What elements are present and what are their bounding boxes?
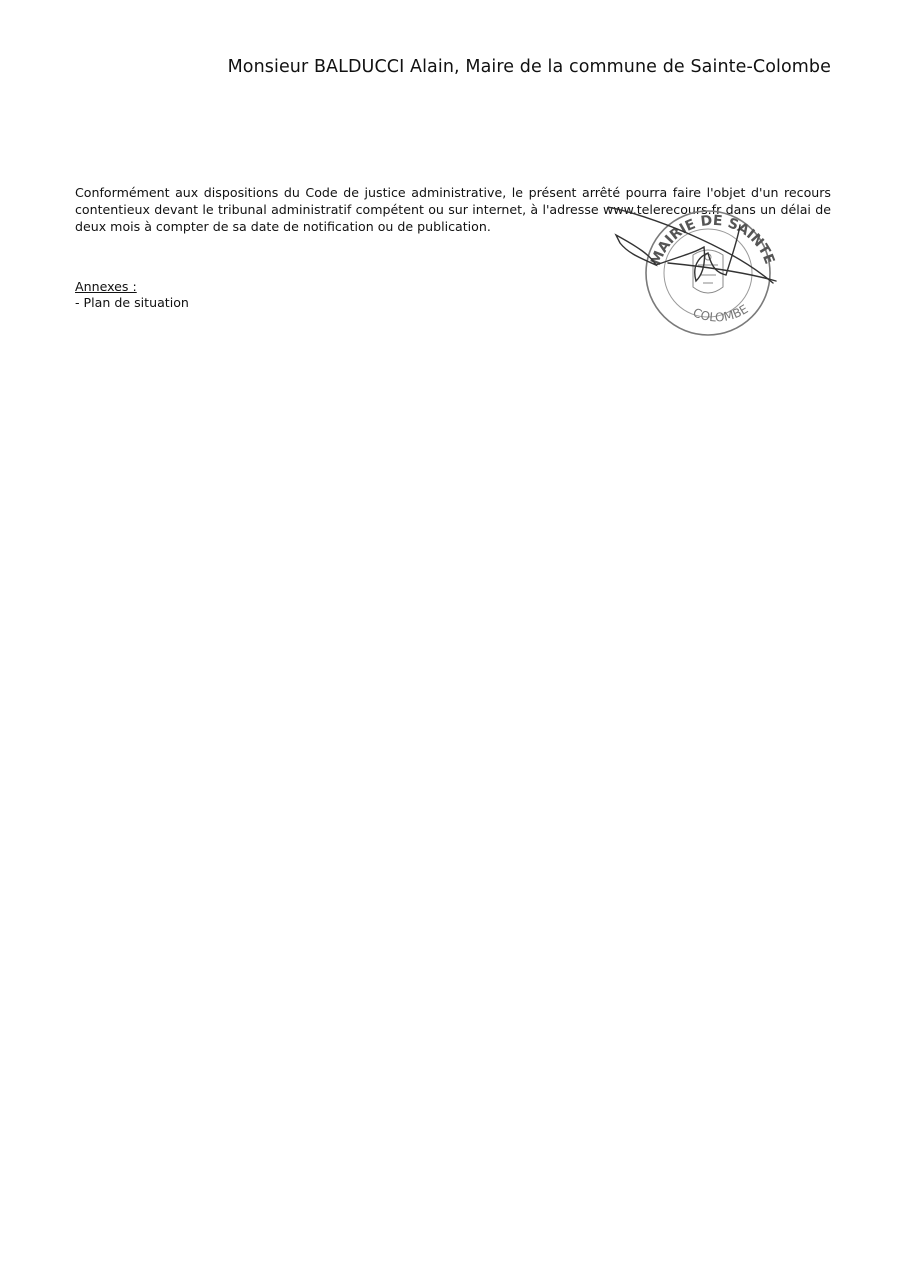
annexes-section <box>75 279 189 311</box>
seal-text-bottom: COLOMBE <box>690 301 751 325</box>
signatory-line: Monsieur BALDUCCI Alain, Maire de la commune de Sainte-Colombe <box>227 57 831 77</box>
seal-text-top: MAIRIE DE SAINTE <box>648 212 778 268</box>
legal-notice-text: Conformément aux dispositions du Code de justice administrative, le présent arrêté pourra faire l'objet d'un recours contentieux devant le tribunal administratif compétent ou sur internet, à l'adresse www.telerecours.fr dans un délai de deux mois à compter de sa date de notification ou de publication. <box>75 185 831 234</box>
annexes-title: Annexes : <box>75 279 137 294</box>
stamp-seal-icon <box>608 195 788 340</box>
mayor-stamp-and-signature <box>608 195 788 340</box>
annex-item: - Plan de situation <box>75 295 189 310</box>
